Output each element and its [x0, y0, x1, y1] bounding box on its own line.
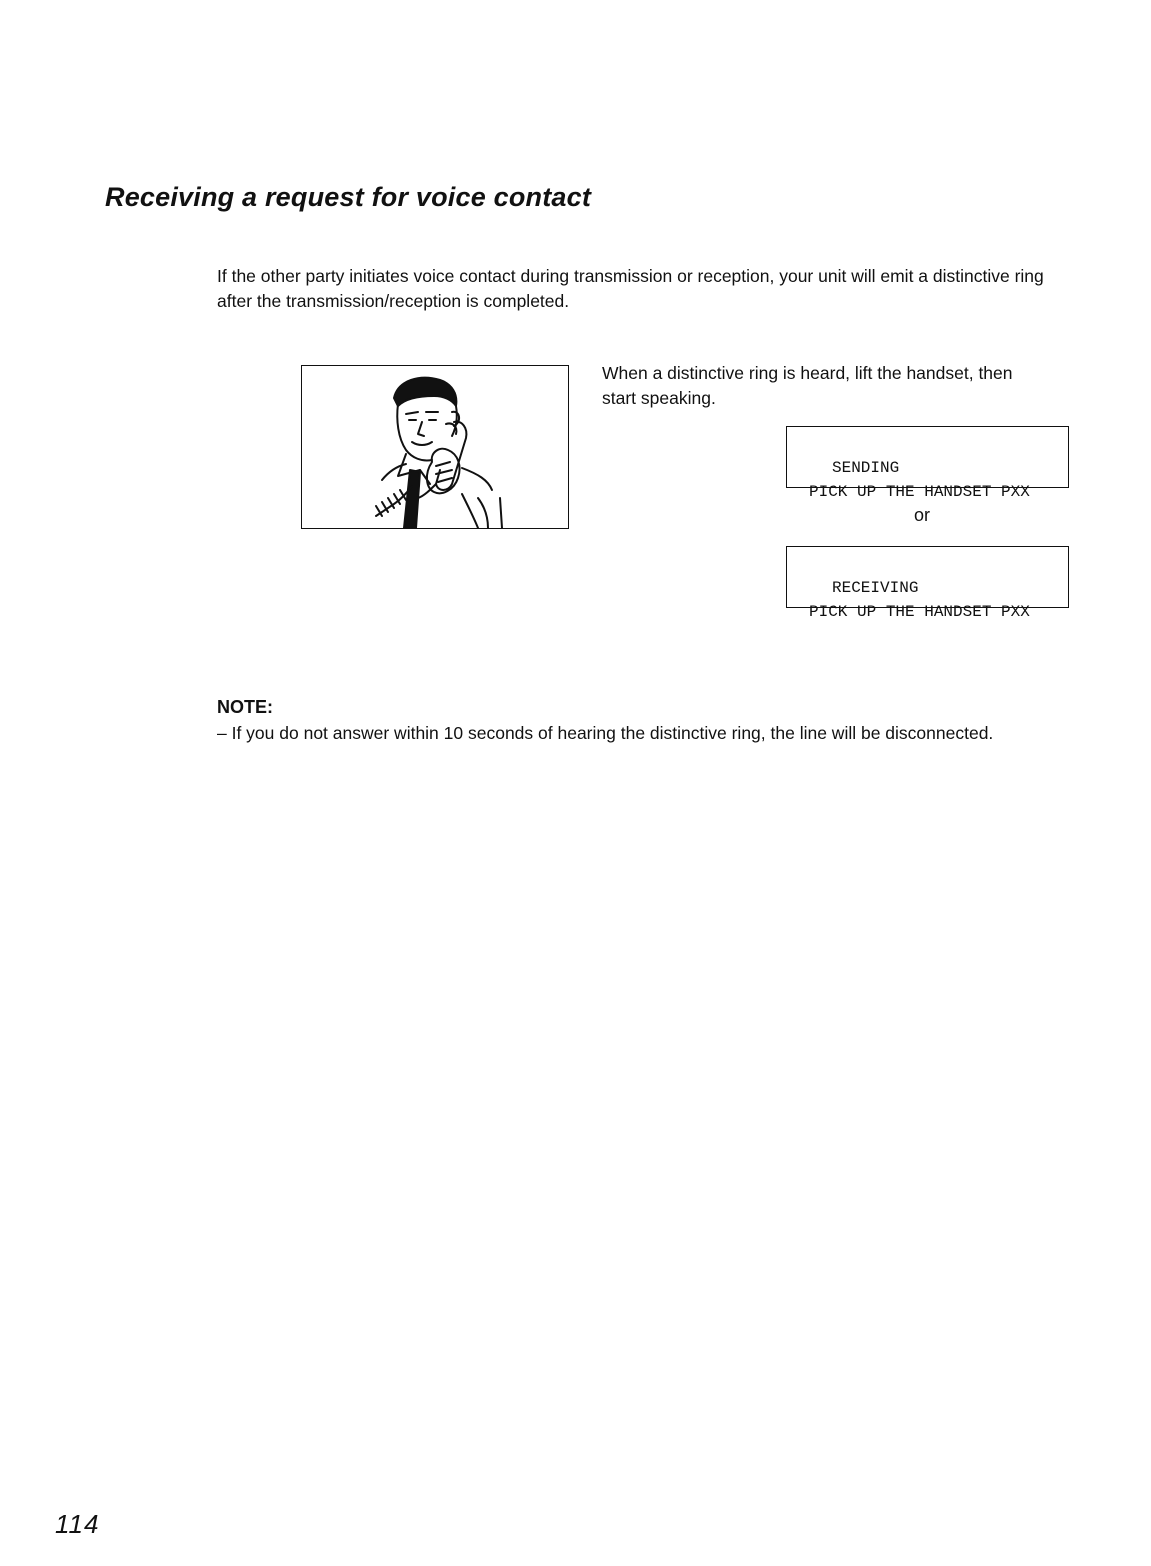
man-on-phone-illustration [301, 365, 569, 529]
display-code: PXX [1001, 603, 1030, 621]
note-heading: NOTE: [217, 697, 273, 717]
note-item: – If you do not answer within 10 seconds of hearing the distinctive ring, the line will be disconnected. [217, 723, 994, 743]
handset-user-icon [302, 366, 570, 530]
instruction-text: When a distinctive ring is heard, lift the handset, then start speaking. [602, 363, 1013, 408]
display-code: PXX [1001, 483, 1030, 501]
page-number: 114 [55, 1509, 100, 1539]
intro-paragraph: If the other party initiates voice contact during transmission or reception, your unit will emit a distinctive ring after the transmission/reception is completed. [217, 266, 1044, 311]
or-separator: or [914, 505, 931, 525]
lcd-display-sending [786, 426, 1069, 501]
lcd-display-receiving [786, 546, 1069, 621]
display-status: RECEIVING [832, 579, 919, 597]
section-title: Receiving a request for voice contact [105, 182, 592, 212]
display-message: PICK UP THE HANDSET [809, 603, 992, 621]
display-message: PICK UP THE HANDSET [809, 483, 992, 501]
display-status: SENDING [832, 459, 900, 477]
